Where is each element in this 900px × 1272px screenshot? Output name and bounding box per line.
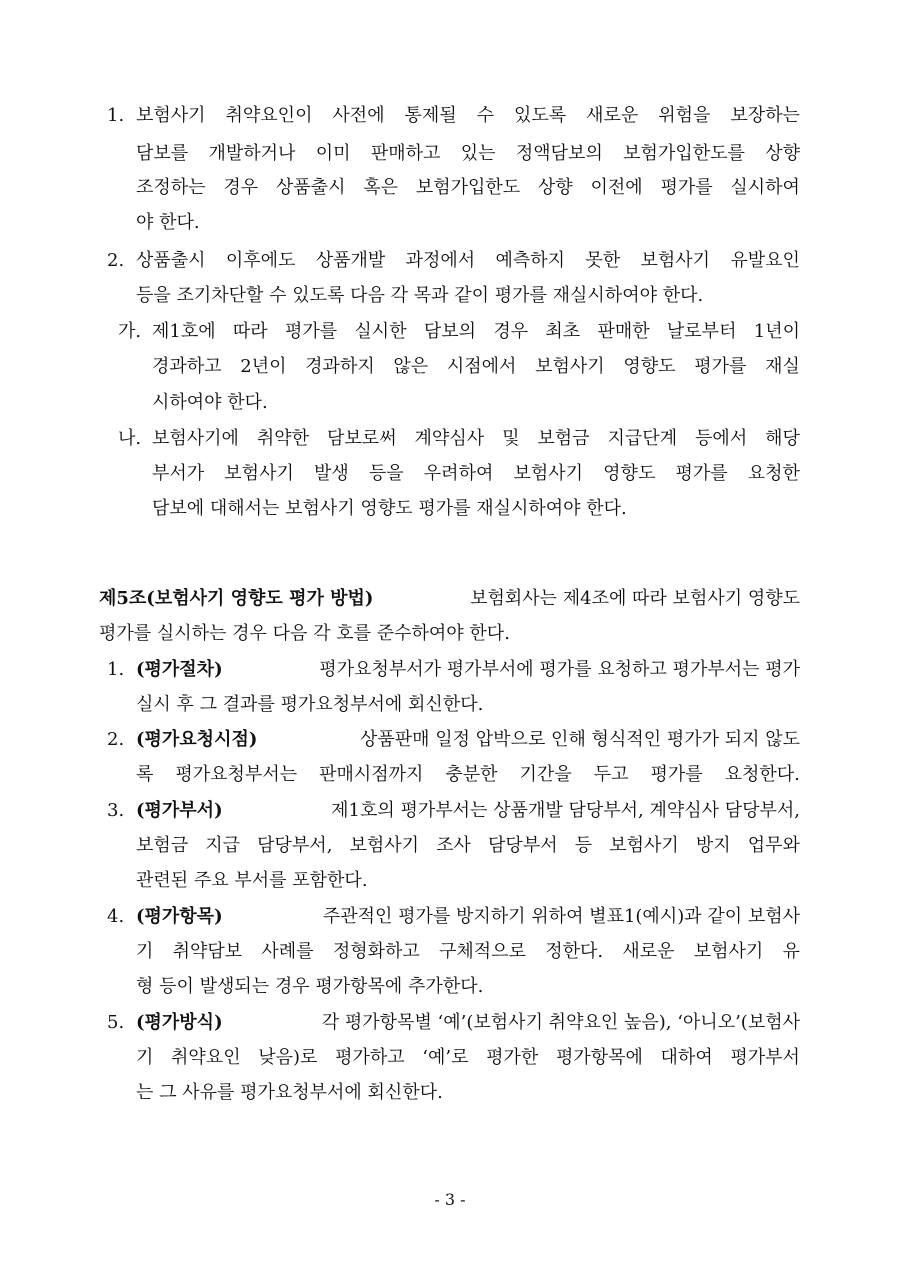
word: 시점에서 [446, 356, 517, 377]
word: 기간을 [519, 764, 572, 785]
word: 영향도 [623, 356, 676, 377]
word: 예측하지 [495, 250, 566, 271]
word: 보험사기 [640, 250, 711, 271]
word: 유발요인 [730, 250, 800, 271]
word: 담보를 [136, 143, 189, 164]
word: 수 [476, 105, 495, 126]
word: 과정에서 [405, 250, 476, 271]
sub-item-label: 나. [118, 428, 142, 449]
text-line: 평가를 실시하는 경우 다음 각 호를 준수하여야 한다. [99, 623, 510, 644]
text-line [136, 249, 800, 273]
word: 및 [502, 428, 520, 449]
text-line: (평가부서) 제1호의 평가부서는 상품개발 담당부서, 계약심사 담당부서, [136, 800, 800, 821]
word: 상향 [537, 177, 573, 198]
word: 조사 [436, 835, 471, 856]
word: 담당부서, [257, 835, 333, 856]
word: 새로운 [622, 941, 675, 962]
text-line [152, 427, 800, 451]
text-line [136, 940, 800, 964]
word: 경우 [493, 321, 529, 342]
item-number: 4. [107, 906, 125, 927]
word: 이미 [315, 143, 351, 164]
page-number: - 3 - [434, 1190, 466, 1209]
word: 경과하지 [305, 356, 375, 377]
word: 충분한 [445, 764, 498, 785]
word: 록 [136, 764, 154, 785]
word: 지급 [205, 835, 241, 856]
word: 정형화하고 [332, 941, 420, 962]
word: 조정하는 [136, 177, 206, 198]
word: 기 [136, 941, 154, 962]
word: 취약한 [256, 428, 310, 449]
text-line [136, 834, 800, 858]
word: 보험사기 [513, 463, 584, 484]
text-line: 등을 조기차단할 수 있도록 다음 각 목과 같이 평가를 재실시하여야 한다. [136, 285, 704, 306]
word: 방지 [695, 835, 731, 856]
text-line: 형 등이 발생되는 경우 평가항목에 추가한다. [136, 976, 484, 997]
text-line [152, 355, 800, 379]
word: 않은 [393, 356, 429, 377]
word: 보험사기 [609, 835, 679, 856]
text-line: 는 그 사유를 평가요청부서에 회신한다. [136, 1082, 443, 1103]
text-line [136, 142, 800, 166]
word: 새로운 [586, 105, 639, 126]
word: 위험을 [658, 105, 711, 126]
word: 평가를 [694, 356, 747, 377]
word: 통제될 [404, 105, 457, 126]
text-line [136, 763, 800, 787]
word: 사전에 [332, 105, 385, 126]
word: 이전에 [590, 177, 643, 198]
word: 보험사기 [349, 835, 420, 856]
article-heading-line: 제5조(보험사기 영향도 평가 방법) 보험회사는 제4조에 따라 보험사기 영향도 [99, 588, 800, 609]
word: 평가를 [284, 321, 338, 342]
word: 지급단계 [607, 428, 678, 449]
word: 상향 [765, 143, 800, 164]
word: 취약담보 [172, 941, 243, 962]
word: 평가한 [486, 1047, 539, 1068]
word: 우려하여 [423, 463, 494, 484]
text-line: (평가방식) 각 평가항목별 ‘예’(보험사기 취약요인 높음), ‘아니오’(보험사 [136, 1012, 800, 1033]
word: 평가를 [660, 177, 713, 198]
word: 보험금 [537, 428, 590, 449]
text-line [136, 104, 800, 128]
word: 재실 [765, 356, 800, 377]
word: 두고 [593, 764, 629, 785]
word: 대하여 [660, 1047, 713, 1068]
word: 유 [782, 941, 800, 962]
word: 보험가입한도 [415, 177, 521, 198]
word: 평가를 [650, 764, 703, 785]
text-line: 관련된 주요 부서를 포함한다. [136, 870, 368, 891]
word: 낮음)로 [258, 1047, 318, 1068]
word: 발생 [313, 463, 349, 484]
item-number: 1. [107, 659, 125, 680]
word: 경과하고 [152, 356, 222, 377]
word: 부서가 [152, 463, 205, 484]
text-line: (평가절차) 평가요청부서가 평가부서에 평가를 요청하고 평가부서는 평가 [136, 659, 800, 680]
text-line [152, 462, 800, 486]
word: 취약요인 [171, 1047, 241, 1068]
word: 못한 [585, 250, 621, 271]
word: 평가요청부서는 [175, 764, 298, 785]
text-line: 시하여야 한다. [152, 392, 268, 413]
sub-item-label: 가. [118, 321, 142, 342]
item-number: 3. [107, 800, 125, 821]
word: 판매하고 [370, 143, 441, 164]
text-line [136, 176, 800, 200]
word: 영향도 [603, 463, 656, 484]
word: 계약심사 [414, 428, 485, 449]
word: 보험금 [136, 835, 189, 856]
text-line [136, 1046, 800, 1070]
word: 해당 [765, 428, 800, 449]
word: 정한다. [545, 941, 604, 962]
word: 보험사기 [535, 356, 605, 377]
word: 있도록 [514, 105, 567, 126]
word: 평가부서 [730, 1047, 800, 1068]
item-heading: (평가방식) [136, 1012, 223, 1033]
word: 기 [136, 1047, 154, 1068]
word: 보험사기 [224, 463, 294, 484]
word: 있는 [460, 143, 496, 164]
word: 실시하여 [730, 177, 800, 198]
word: 상품출시 [275, 177, 346, 198]
word: 따라 [232, 321, 268, 342]
word: ‘예’로 [422, 1047, 469, 1068]
item-number: 5. [107, 1012, 125, 1033]
word: 정액담보의 [515, 143, 603, 164]
item-number: 2. [107, 729, 125, 750]
word: 등에서 [695, 428, 748, 449]
word: 사례를 [261, 941, 314, 962]
item-number: 1. [107, 105, 125, 126]
word: 취약요인이 [225, 105, 313, 126]
word: 담보로써 [327, 428, 397, 449]
word: 등을 [368, 463, 404, 484]
text-line: 담보에 대해서는 보험사기 영향도 평가를 재실시하여야 한다. [152, 498, 627, 519]
word: 상품출시 [136, 250, 206, 271]
word: 보험사기 [136, 105, 206, 126]
item-heading: (평가항목) [136, 906, 223, 927]
word: 보험가입한도를 [623, 143, 745, 164]
text-line: 야 한다. [136, 212, 200, 233]
word: 2년이 [240, 356, 287, 377]
word: 이후에도 [225, 250, 296, 271]
word: 담당부서 [488, 835, 558, 856]
word: 보장하는 [730, 105, 800, 126]
word: 요청한 [747, 463, 800, 484]
item-heading: (평가부서) [136, 800, 223, 821]
word: 날로부터 [666, 321, 737, 342]
text-line: (평가요청시점) 상품판매 일정 압박으로 인해 형식적인 평가가 되지 않도 [136, 729, 800, 750]
word: 판매한 [597, 321, 650, 342]
word: 요청한다. [724, 764, 800, 785]
item-heading: (평가요청시점) [136, 729, 258, 750]
text-line [152, 320, 800, 344]
word: 담보의 [423, 321, 477, 342]
word: 평가하고 [335, 1047, 405, 1068]
word: 등 [574, 835, 593, 856]
word: 업무와 [747, 835, 800, 856]
word: 경우 [223, 177, 259, 198]
word: 제1호에 [152, 321, 216, 342]
word: 상품개발 [315, 250, 386, 271]
word: 판매시점까지 [319, 764, 424, 785]
word: 구체적으로 [439, 941, 526, 962]
word: 실시한 [354, 321, 407, 342]
word: 평가항목에 [555, 1047, 643, 1068]
word: 개발하거나 [208, 143, 296, 164]
article-title: 제5조(보험사기 영향도 평가 방법) [99, 588, 374, 609]
word: 평가를 [675, 463, 728, 484]
text-line: 실시 후 그 결과를 평가요청부서에 회신한다. [136, 694, 484, 715]
item-number: 2. [107, 250, 125, 271]
text-line: (평가항목) 주관적인 평가를 방지하기 위하여 별표1(예시)과 같이 보험사 [136, 906, 800, 927]
word: 최초 [545, 321, 581, 342]
word: 1년이 [753, 321, 800, 342]
word: 보험사기에 [152, 428, 239, 449]
word: 혹은 [363, 177, 399, 198]
word: 보험사기 [693, 941, 764, 962]
item-heading: (평가절차) [136, 659, 223, 680]
